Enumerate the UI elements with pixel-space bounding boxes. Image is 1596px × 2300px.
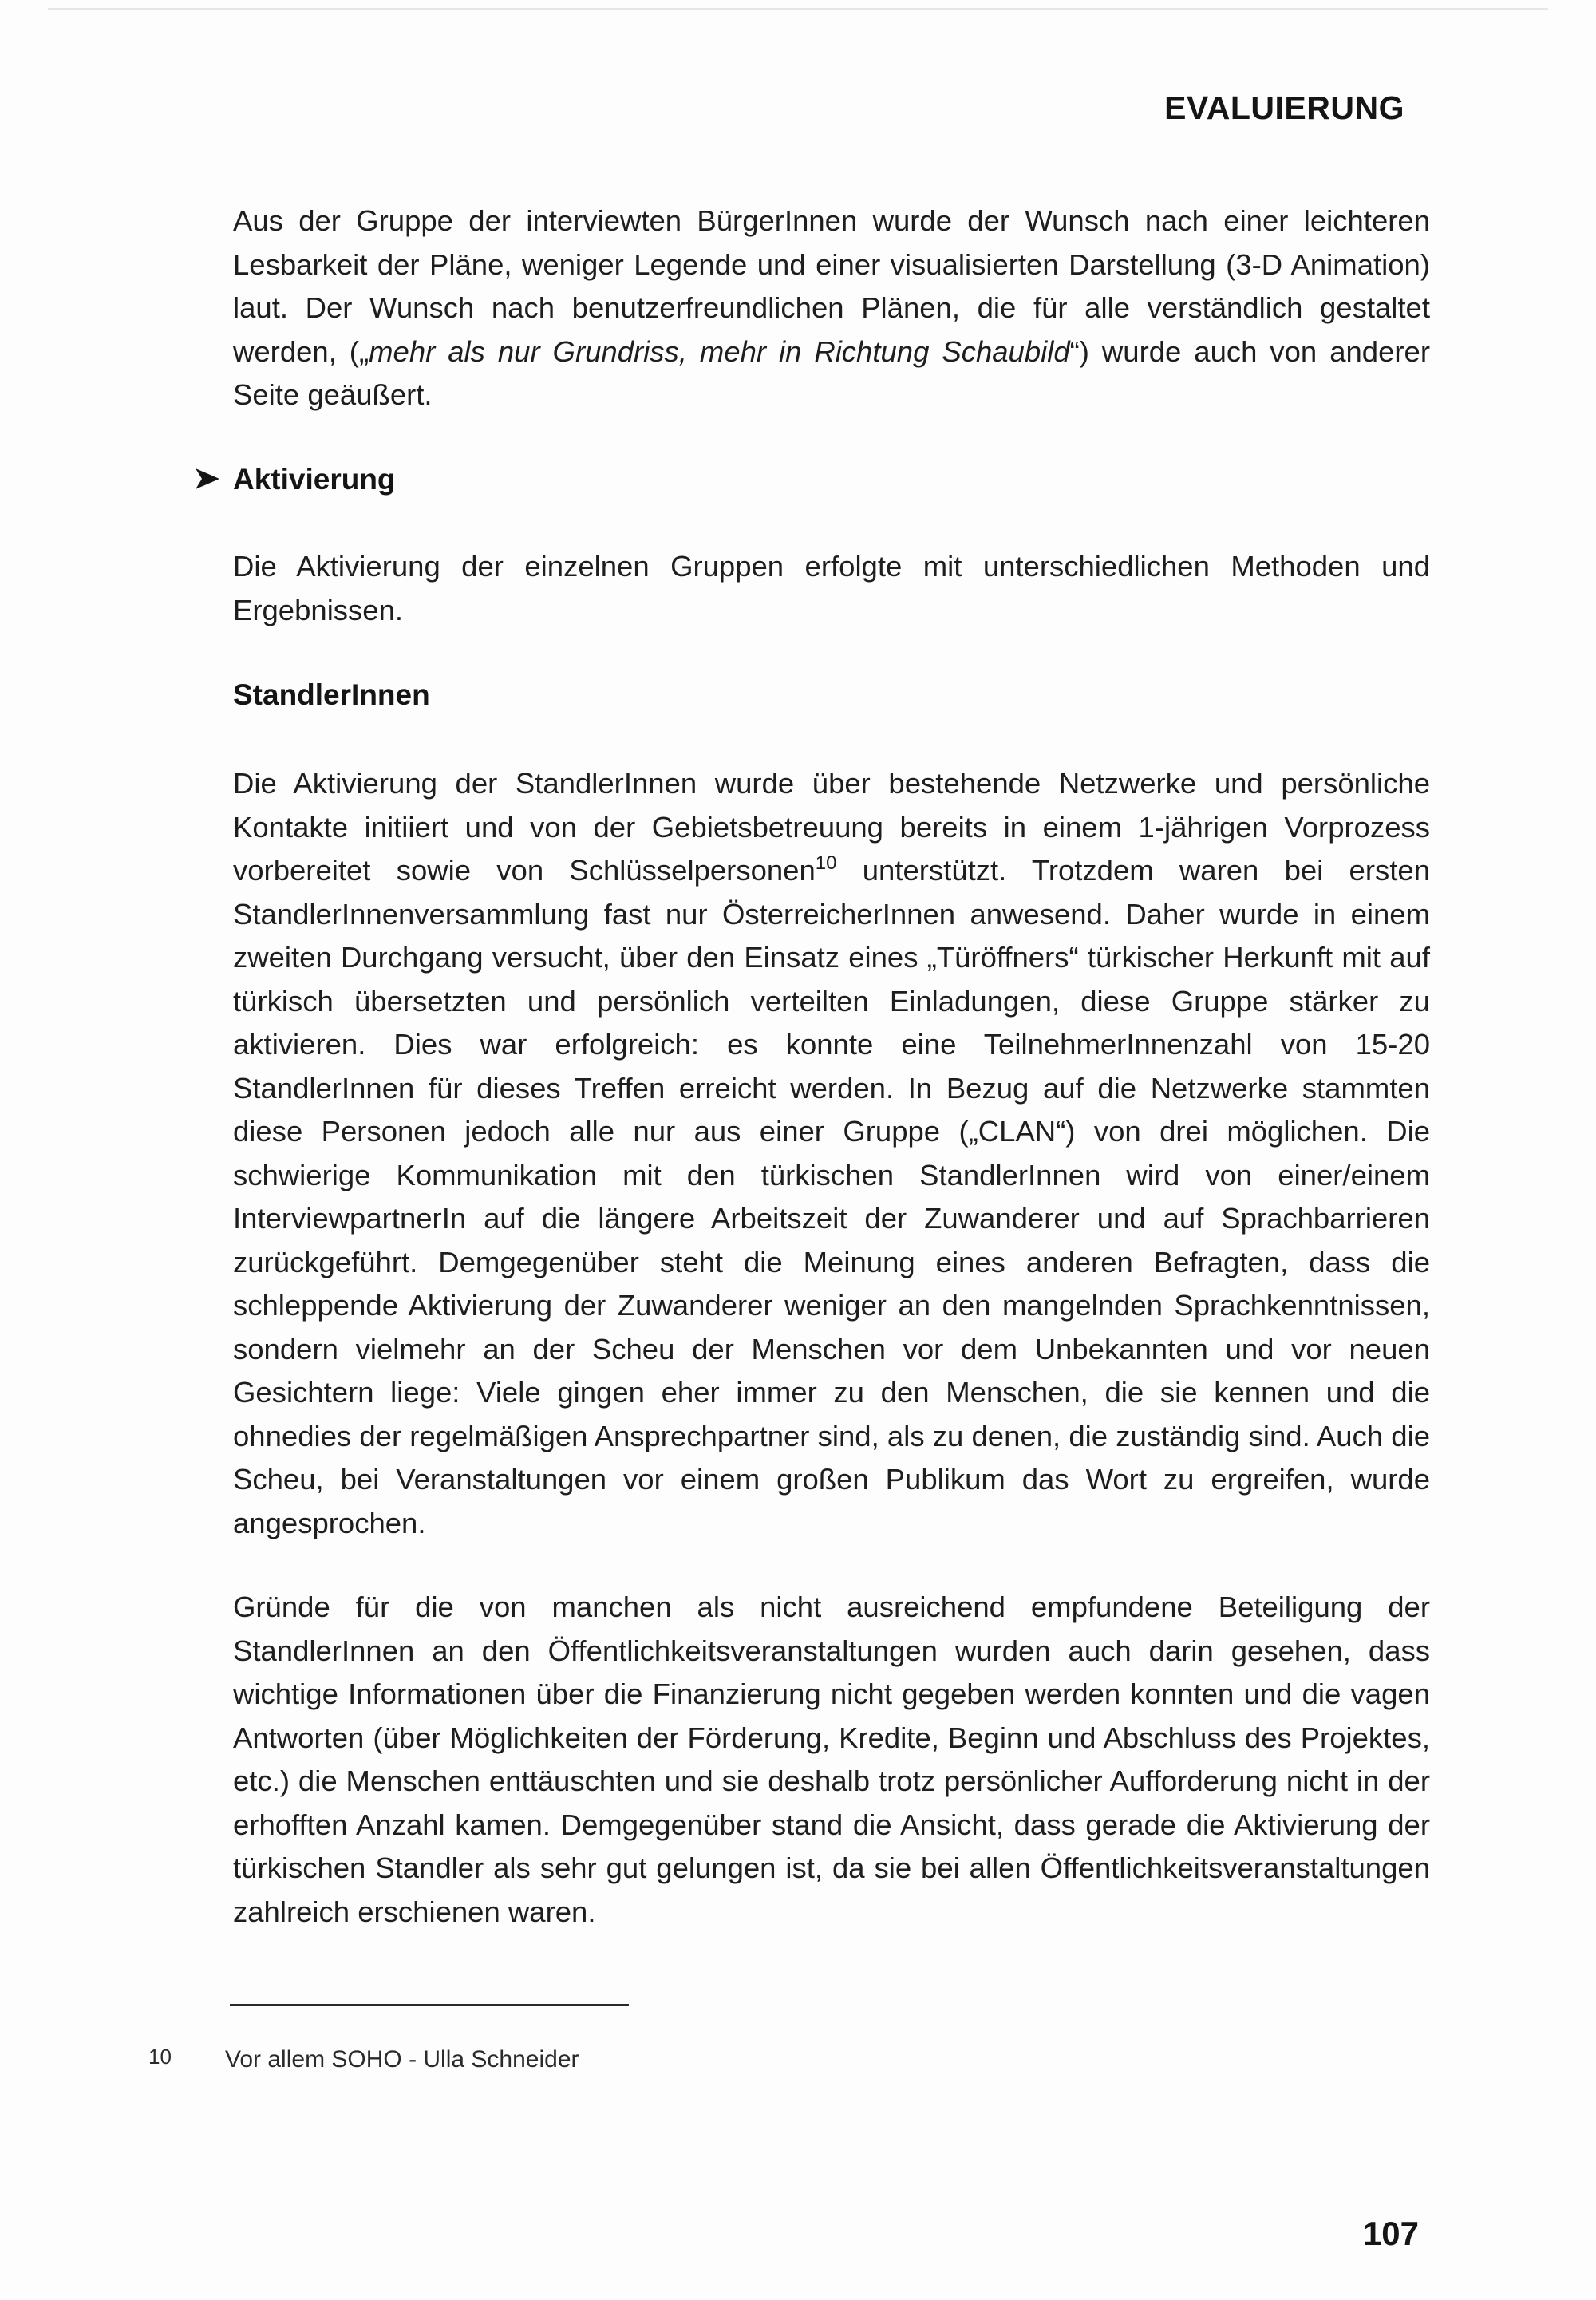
section-heading-standlerinnen: StandlerInnen: [233, 678, 430, 711]
footnote-reference: 10: [815, 852, 837, 874]
footnote-text: Vor allem SOHO - Ulla Schneider: [225, 2046, 579, 2073]
arrow-bullet-icon: [194, 465, 221, 492]
standler-text-after: unterstützt. Trotzdem waren bei ersten StandlerInnenversammlung fast nur ÖsterreicherInnen anwesend. Daher wurde in einem zweiten Durchgang versucht, über den Einsatz eines „Türöffners“ türkischer Herkunft mit auf türkisch übersetzten und persönlich verteilten Einladungen, diese Gruppe stärker zu aktivieren. Dies war erfolgreich: es konnte eine TeilnehmerInnenzahl von 15-20 StandlerInnen für dieses Treffen erreicht werden. In Bezug auf die Netzwerke stammten diese Personen jedoch alle nur aus einer Gruppe („CLAN“) von drei möglichen. Die schwierige Kommunikation mit den türkischen StandlerInnen wird von einer/einem InterviewpartnerIn auf die längere Arbeitszeit der Zuwanderer und auf Sprachbarrieren zurückgeführt. Demgegenüber steht die Meinung eines anderen Befragten, dass die schleppende Aktivierung der Zuwanderer weniger an den mangelnden Sprachkenntnissen, sondern vielmehr an der Scheu der Menschen vor dem Unbekannten und vor neuen Gesichtern liege: Viele gingen eher immer zu den Menschen, die sie kennen und die ohnedies der regelmäßigen Ansprechpartner sind, als zu denen, die zuständig sind. Auch die Scheu, bei Veranstaltungen vor einem großen Publikum das Wort zu ergreifen, wurde angesprochen.: [233, 854, 1430, 1539]
intro-quote: mehr als nur Grundriss, mehr in Richtung Schaubild: [369, 334, 1070, 368]
page-number: 107: [1362, 2215, 1419, 2252]
section-heading-aktivierung: Aktivierung: [233, 463, 396, 496]
intro-text-before: Aus der Gruppe der interviewten BürgerInnen wurde der Wunsch nach einer leichteren Lesbarkeit der Pläne, weniger Legende und einer visualisierten Darstellung (3-D Animation) laut. Der Wunsch nach benutzerfreundlichen Plänen, die für alle verständlich gestaltet werden, („: [233, 204, 1430, 368]
intro-text-after: “) wurde auch von anderer Seite geäußert.: [233, 334, 1430, 411]
page-header-title: EVALUIERUNG: [1164, 89, 1404, 126]
standler-paragraph-2: Gründe für die von manchen als nicht ausreichend empfundene Beteiligung der StandlerInnen an den Öffentlichkeitsveranstaltungen wurden auch darin gesehen, dass wichtige Informationen über die Finanzierung nicht gegeben werden konnten und die vagen Antworten (über Möglichkeiten der Förderung, Kredite, Beginn und Abschluss des Projektes, etc.) die Menschen enttäuschten und sie deshalb trotz persönlicher Aufforderung nicht in der erhofften Anzahl kamen. Demgegenüber stand die Ansicht, dass gerade die Aktivierung der türkischen Standler als sehr gut gelungen ist, da sie bei allen Öffentlichkeitsveranstaltungen zahlreich erschienen waren.: [233, 1591, 1430, 1928]
standler-text-before: Die Aktivierung der StandlerInnen wurde über bestehende Netzwerke und persönliche Kontakte initiiert und von der Gebietsbetreuung bereits in einem 1-jährigen Vorprozess vorbereitet sowie von Schlüsselpersonen: [233, 767, 1430, 887]
aktivierung-paragraph: Die Aktivierung der einzelnen Gruppen erfolgte mit unterschiedlichen Methoden und Ergebnissen.: [233, 550, 1430, 626]
top-rule: [48, 8, 1548, 10]
standler-paragraph: [233, 762, 1430, 1545]
footnote-divider: [230, 2004, 629, 2006]
intro-paragraph: [233, 200, 1430, 417]
footnote-number: 10: [148, 2045, 172, 2069]
